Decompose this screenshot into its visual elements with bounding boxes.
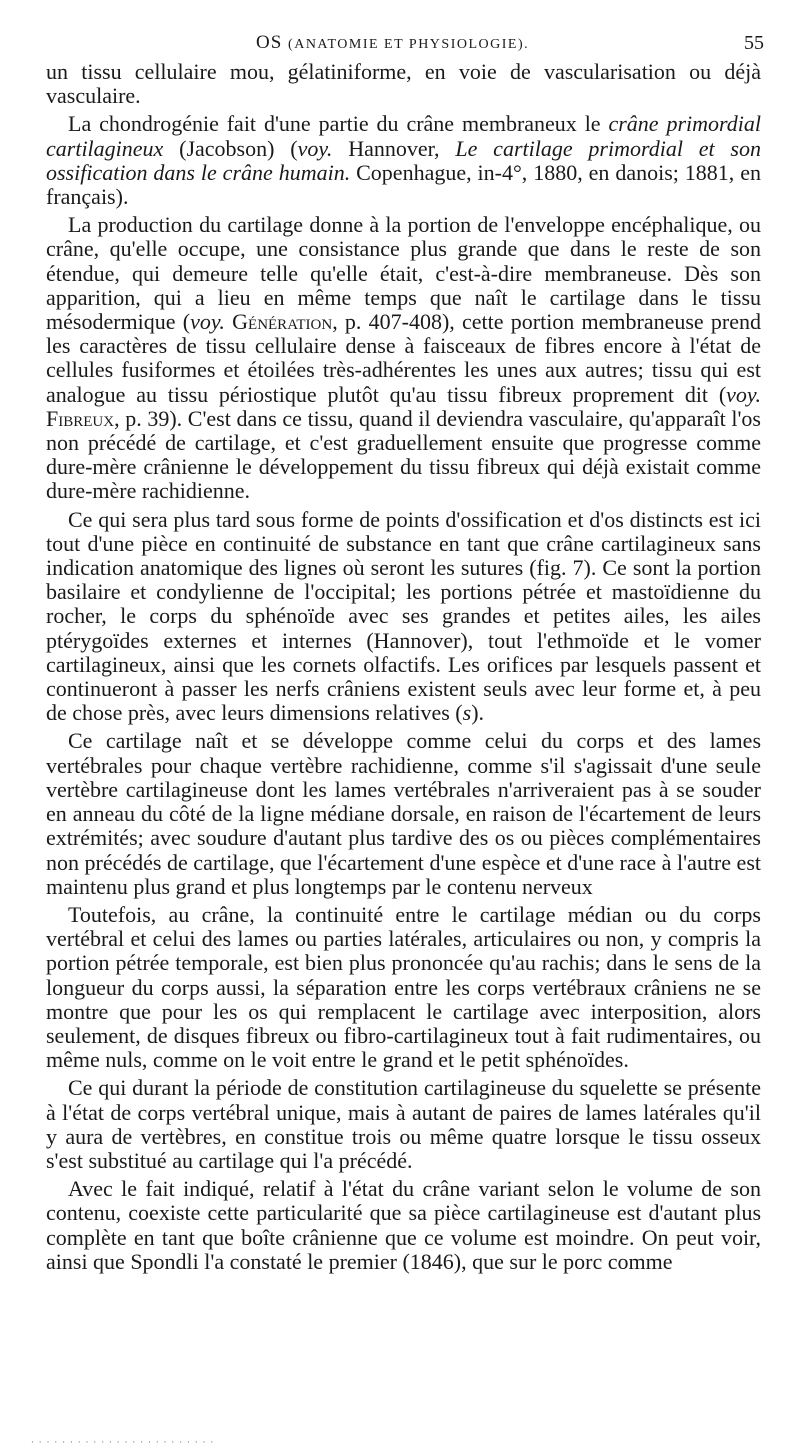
cross-reference: voy.: [190, 309, 225, 335]
running-head: [256, 32, 529, 54]
cross-reference: voy.: [297, 135, 333, 161]
scan-artifact-line: ························: [30, 1438, 218, 1447]
paragraph-6: [46, 1076, 761, 1173]
text-run: La chondrogénie fait d'une partie du crâne membraneux le: [68, 111, 609, 137]
text-run: ).: [471, 700, 485, 726]
paragraph-0: [46, 60, 761, 108]
paragraph-text: Toutefois, au crâne, la continuité entre le cartilage médian ou du corps vertébral et celui des lames ou parties latérales, articulaires ou non, y compris la portion pétrée temporale, est bien plus prononcée qu'au rachis; dans le sens de la longueur du corps aussi, la séparation entre les corps vertébraux crâniens ne se montre que pour les os qui remplacent le cartilage avec interposition, alors seulement, de disques fibreux ou fibro-cartilagineux tout à fait rudimentaires, ou même nuls, comme on le voit entre le grand et le petit sphénoïdes.: [46, 901, 761, 1073]
text-run: Hannover,: [332, 135, 456, 161]
text-run: Ce qui sera plus tard sous forme de points d'ossification et d'os distincts est ici tout d'une pièce en continuité de substance en tant que crâne cartilagineux sans indication anatomique des lignes où seront les sutures (fig. 7). Ce sont la portion basilaire et condylienne de l'occipital; les portions pétrée et mastoïdienne du rocher, le corps du sphénoïde avec ses grandes et petites ailes, les ailes ptérygoïdes externes et internes (Hannover), tout l'ethmoïde et le vomer cartilagineux, ainsi que les cornets olfactifs. Les orifices par lesquels passent et continueront à passer les nerfs crâniens existent seuls avec leur forme et, à peu de chose près, avec leurs dimensions relatives (: [46, 506, 761, 726]
cross-reference: voy.: [726, 381, 761, 407]
paragraph-5: [46, 903, 761, 1072]
text-run: La production du cartilage donne à la portion de l'enveloppe encéphalique, ou crâne, qu'elle occupe, une consistance plus grande que dans le reste de son étendue, qui demeure telle qu'elle était, c'est-à-dire membraneuse. Dès son apparition, qui a lieu en même temps que naît le cartilage dans le tissu mésodermique (: [46, 212, 761, 335]
small-caps-reference: Génération: [232, 309, 333, 335]
text-run: Copenhague, in-4°, 1880, en danois; 1881, en français).: [46, 159, 761, 210]
citation-title: Le cartilage primordial et son ossification dans le crâne humain.: [46, 135, 761, 185]
small-caps-reference: Fibreux: [46, 405, 115, 431]
running-head-title: OS: [256, 32, 283, 53]
italic-term: crâne primordial cartilagineux: [46, 111, 762, 161]
paragraph-3: [46, 508, 761, 726]
paragraph-text: Avec le fait indiqué, relatif à l'état du crâne variant selon le volume de son contenu, coexiste cette particularité que sa pièce cartilagineuse est d'autant plus complète en tant que boîte crânienne que ce volume est moindre. On peut voir, ainsi que Spondli l'a constaté le premier (1846), que sur le porc comme: [46, 1176, 761, 1274]
paragraph-text: Ce cartilage naît et se développe comme celui du corps et des lames vertébrales pour chaque vertèbre rachidienne, comme s'il s'agissait d'une seule vertèbre cartilagineuse dont les lames vertébrales n'arriveraient pas à se souder en anneau du côté de la ligne médiane dorsale, en raison de l'écartement de leurs extrémités; avec soudure d'autant plus tardive des os ou pièces complémentaires non précédés de cartilage, que l'écartement d'une espèce et d'une race à l'autre est maintenu plus grand et plus longtemps par le contenu nerveux: [46, 728, 761, 899]
paragraph-text: un tissu cellulaire mou, gélatiniforme, en voie de vascularisation ou déjà vasculaire.: [46, 59, 761, 109]
body-text: [46, 60, 761, 1274]
paragraph-2: [46, 213, 761, 503]
page-header: [0, 32, 800, 60]
paragraph-4: [46, 729, 761, 898]
paragraph-7: [46, 1177, 761, 1274]
paragraph-1: [46, 112, 761, 209]
running-head-subtitle: (ANATOMIE ET PHYSIOLOGIE).: [288, 37, 530, 52]
page-number: 55: [744, 32, 764, 54]
paragraph-text: Ce qui durant la période de constitution cartilagineuse du squelette se présente à l'état de corps vertébral unique, mais à autant de paires de lames latérales qu'il y aura de vertèbres, en constitue trois ou même quatre lorsque le tissu osseux s'est substitué au cartilage qui l'a précédé.: [46, 1075, 761, 1173]
text-run: , p. 39). C'est dans ce tissu, quand il deviendra vasculaire, qu'apparaît l'os non précédé de cartilage, et c'est graduellement ensuite que progresse comme dure-mère crânienne le développement du tissu fibreux qui déjà existait comme dure-mère rachidienne.: [46, 405, 761, 504]
text-run: , p. 407-408), cette portion membraneuse prend les caractères de tissu cellulaire dense à faisceaux de fibres encore à l'état de cellules fusiformes et étoilées très-adhérentes les unes aux autres; tissu qui est analogue au tissu périostique plutôt qu'au tissu fibreux proprement dit (: [46, 309, 762, 407]
italic-note-mark: s: [462, 700, 472, 726]
text-run: (Jacobson) (: [163, 135, 298, 161]
